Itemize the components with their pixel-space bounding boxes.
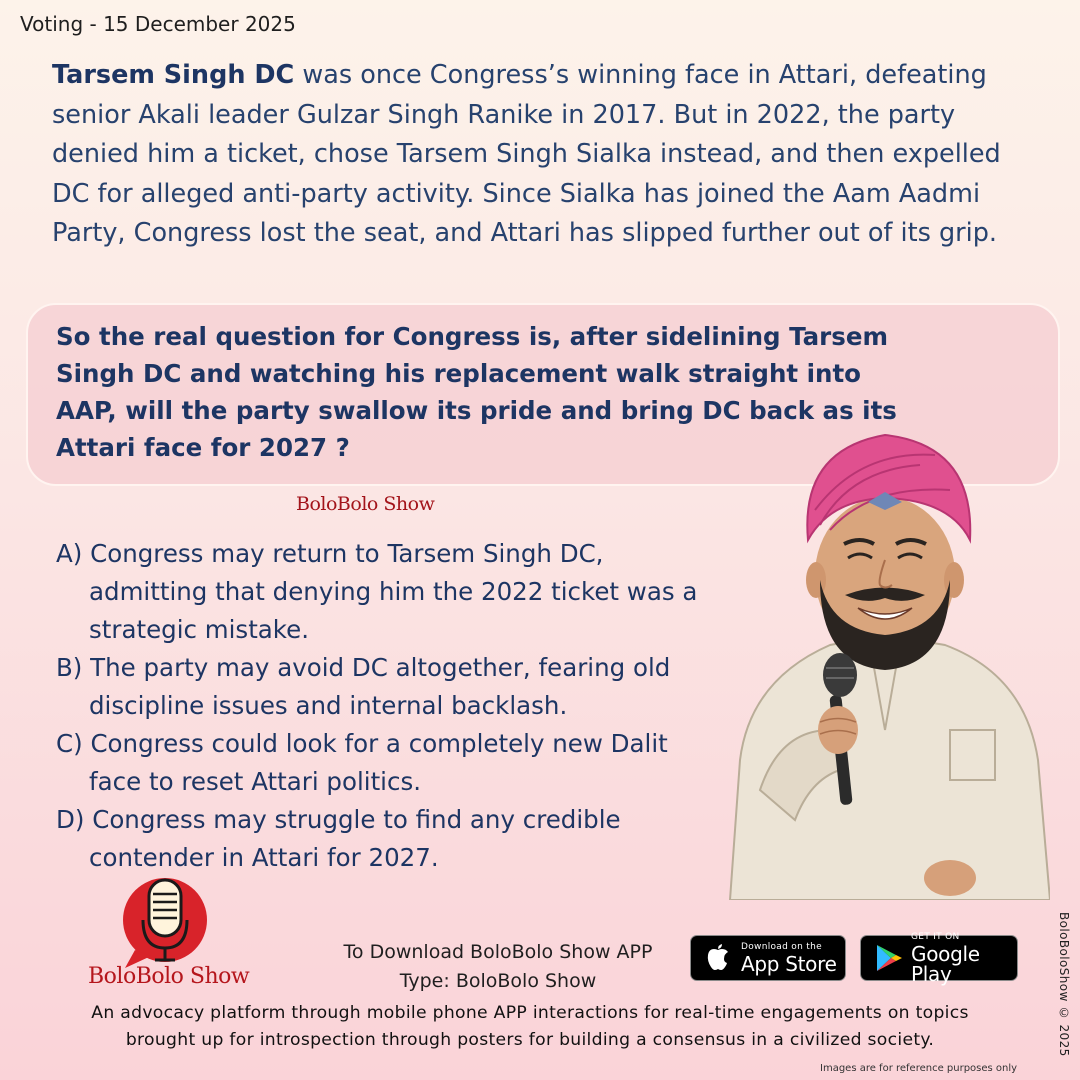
google-play-small-text: GET IT ON <box>911 931 960 942</box>
copyright-notice: BoloBoloShow © 2025 <box>1057 912 1071 1057</box>
google-play-icon <box>871 941 905 975</box>
app-store-big-text: App Store <box>741 951 837 976</box>
portrait-illustration <box>720 430 1050 900</box>
option-b[interactable] <box>56 649 756 725</box>
google-play-button[interactable] <box>860 931 1018 986</box>
option-b-rest: discipline issues and internal backlash. <box>89 691 568 720</box>
app-store-button[interactable] <box>690 935 846 981</box>
option-c-line1: C) Congress could look for a completely new Dalit <box>56 729 668 758</box>
intro-paragraph <box>52 56 1032 254</box>
date-label: Voting - 15 December 2025 <box>20 12 296 36</box>
option-c[interactable] <box>56 725 756 801</box>
option-a-rest: admitting that denying him the 2022 ticket was a strategic mistake. <box>89 577 698 644</box>
apple-icon <box>701 941 735 975</box>
download-line1: To Download BoloBolo Show APP <box>343 941 653 963</box>
download-instructions <box>330 938 666 996</box>
tagline-line1: An advocacy platform through mobile phone APP interactions for real-time engagements on topics <box>91 1003 969 1023</box>
option-d-rest: contender in Attari for 2027. <box>89 843 439 872</box>
tagline <box>20 1000 1040 1054</box>
google-play-big-text: Google Play <box>911 941 980 986</box>
option-d-line1: D) Congress may struggle to find any credible <box>56 805 621 834</box>
intro-text: was once Congress’s winning face in Attari, defeating senior Akali leader Gulzar Singh Ranike in 2017. But in 2022, the party denied him a ticket, chose Tarsem Singh Sialka instead, and then expelled DC for alleged anti-party activity. Since Sialka has joined the Aam Aadmi Party, Congress lost the seat, and Attari has slipped further out of its grip. <box>52 60 1001 248</box>
disclaimer-text: Images are for reference purposes only <box>820 1063 1018 1074</box>
app-store-small-text: Download on the <box>741 941 822 952</box>
option-b-line1: B) The party may avoid DC altogether, fearing old <box>56 653 671 682</box>
tagline-line2: brought up for introspection through posters for building a consensus in a civilized society. <box>125 1030 935 1050</box>
option-a[interactable] <box>56 535 756 649</box>
option-c-rest: face to reset Attari politics. <box>89 767 422 796</box>
option-a-line1: A) Congress may return to Tarsem Singh DC, <box>56 539 604 568</box>
download-line2: Type: BoloBolo Show <box>399 970 597 992</box>
podcast-mic-icon <box>115 872 225 972</box>
brand-logo-text: BoloBolo Show <box>88 964 250 989</box>
options-list <box>56 535 756 877</box>
option-d[interactable] <box>56 801 756 877</box>
question-text: So the real question for Congress is, after sidelining Tarsem Singh DC and watching his replacement walk straight into AAP, will the party swallow its pride and bring DC back as its Attari face for 2027 ? <box>56 322 897 462</box>
brand-watermark: BoloBolo Show <box>296 493 435 515</box>
intro-name: Tarsem Singh DC <box>52 60 295 90</box>
